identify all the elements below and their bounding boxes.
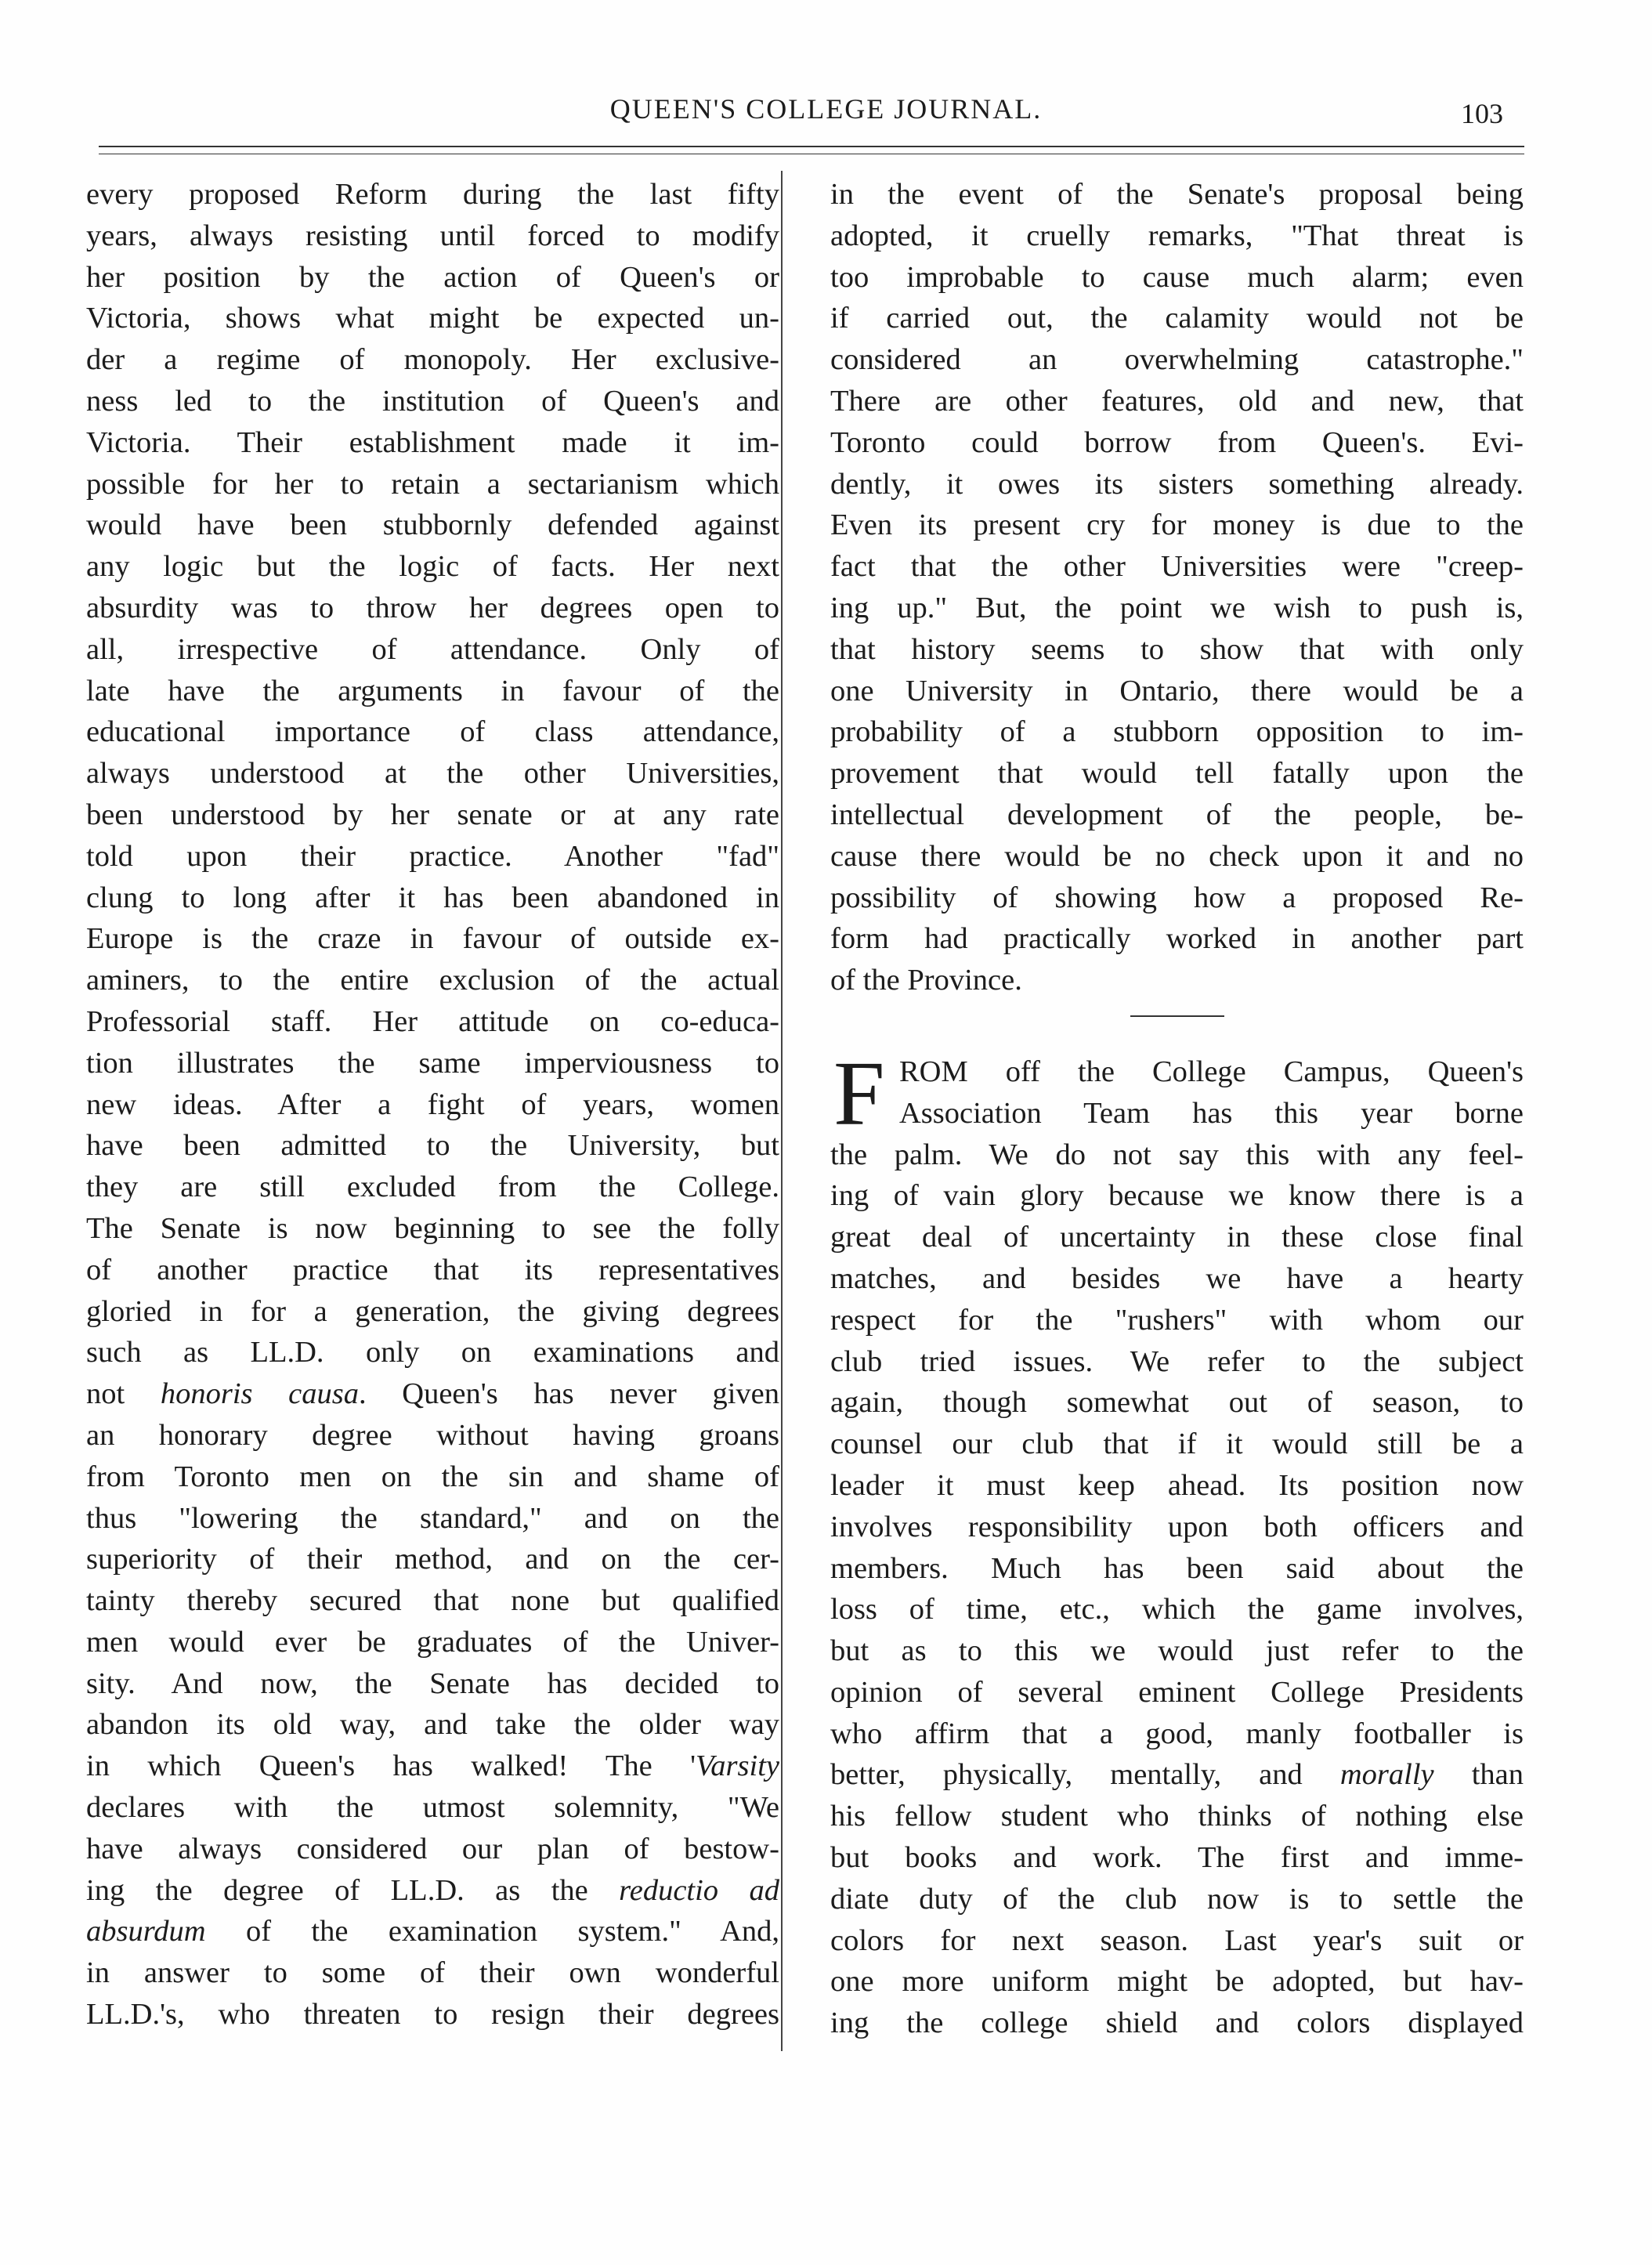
text-line: Even its present cry for money is due to the	[830, 508, 1524, 542]
text-line: an honorary degree without having groans	[86, 1418, 779, 1452]
text-line: tainty thereby secured that none but qualified	[86, 1584, 779, 1618]
text-line: been understood by her senate or at any rate	[86, 798, 779, 831]
column-divider	[781, 171, 783, 2051]
text-line: of the Province.	[830, 964, 1022, 997]
text-line: aminers, to the entire exclusion of the actual	[86, 964, 779, 997]
text-line: new ideas. After a fight of years, women	[86, 1087, 779, 1121]
text-line: his fellow student who thinks of nothing else	[830, 1800, 1524, 1833]
text-line: Victoria. Their establishment made it im-	[86, 425, 779, 459]
text-line: educational importance of class attendance,	[86, 715, 779, 749]
text-line: LL.D.'s, who threaten to resign their degrees	[86, 1998, 779, 2032]
text-line: absurdum of the examination system." And,	[86, 1915, 779, 1948]
text-line: The Senate is now beginning to see the folly	[86, 1211, 779, 1245]
text-line: any logic but the logic of facts. Her next	[86, 550, 779, 584]
text-line: considered an overwhelming catastrophe."	[830, 343, 1524, 377]
text-line: gloried in for a generation, the giving degrees	[86, 1294, 779, 1328]
right-paragraph-1	[830, 174, 1524, 1001]
text-line: ROM off the College Campus, Queen's	[899, 1055, 1524, 1088]
text-line: one University in Ontario, there would be a	[830, 674, 1524, 707]
text-line: opinion of several eminent College Presidents	[830, 1675, 1524, 1709]
text-line: her position by the action of Queen's or	[86, 260, 779, 294]
text-line: provement that would tell fatally upon the	[830, 757, 1524, 791]
text-line: great deal of uncertainty in these close final	[830, 1221, 1524, 1254]
text-line: one more uniform might be adopted, but hav-	[830, 1965, 1524, 1999]
text-line: who affirm that a good, manly footballer is	[830, 1717, 1524, 1750]
journal-title: QUEEN'S COLLEGE JOURNAL.	[609, 93, 1043, 125]
text-line: ing the degree of LL.D. as the reductio ad	[86, 1873, 779, 1907]
text-line: colors for next season. Last year's suit or	[830, 1923, 1524, 1957]
text-line: club tried issues. We refer to the subject	[830, 1344, 1524, 1378]
text-line: possible for her to retain a sectarianism which	[86, 467, 779, 501]
text-line: from Toronto men on the sin and shame of	[86, 1460, 779, 1493]
page-number: 103	[1461, 98, 1503, 129]
right-column	[830, 174, 1524, 2044]
text-line: Victoria, shows what might be expected un-	[86, 302, 779, 335]
text-line: dently, it owes its sisters something already.	[830, 467, 1524, 501]
running-head	[0, 92, 1652, 139]
text-line: abandon its old way, and take the older way	[86, 1708, 779, 1742]
text-line: declares with the utmost solemnity, "We	[86, 1791, 779, 1825]
text-line: ing up." But, the point we wish to push is,	[830, 591, 1524, 624]
section-divider	[1130, 1015, 1224, 1017]
text-line: always understood at the other Universities,	[86, 757, 779, 791]
text-line: men would ever be graduates of the Univer-	[86, 1625, 779, 1659]
text-line: but as to this we would just refer to the	[830, 1634, 1524, 1668]
text-line: Association Team has this year borne	[899, 1096, 1524, 1130]
header-rule	[99, 146, 1524, 147]
text-line: ness led to the institution of Queen's and	[86, 384, 779, 418]
text-line: superiority of their method, and on the cer-	[86, 1543, 779, 1576]
text-line: in answer to some of their own wonderful	[86, 1956, 779, 1990]
text-line: counsel our club that if it would still be a	[830, 1427, 1524, 1461]
text-line: matches, and besides we have a hearty	[830, 1261, 1524, 1295]
text-line: leader it must keep ahead. Its position now	[830, 1468, 1524, 1502]
text-line: the palm. We do not say this with any feel-	[830, 1138, 1524, 1171]
text-line: There are other features, old and new, that	[830, 384, 1524, 418]
text-line: intellectual development of the people, be-	[830, 798, 1524, 831]
text-line: fact that the other Universities were "creep-	[830, 550, 1524, 584]
text-line: Professorial staff. Her attitude on co-educa-	[86, 1004, 779, 1038]
text-line: have been admitted to the University, but	[86, 1129, 779, 1163]
text-line: late have the arguments in favour of the	[86, 674, 779, 707]
text-line: such as LL.D. only on examinations and	[86, 1336, 779, 1369]
text-line: if carried out, the calamity would not be	[830, 302, 1524, 335]
text-line: Europe is the craze in favour of outside ex-	[86, 922, 779, 956]
text-line: probability of a stubborn opposition to im-	[830, 715, 1524, 749]
left-column	[86, 174, 779, 2035]
text-line: der a regime of monopoly. Her exclusive-	[86, 343, 779, 377]
text-line: thus "lowering the standard," and on the	[86, 1501, 779, 1535]
text-line: again, though somewhat out of season, to	[830, 1386, 1524, 1420]
text-line: that history seems to show that with only	[830, 632, 1524, 666]
text-line: too improbable to cause much alarm; even	[830, 260, 1524, 294]
text-line: every proposed Reform during the last fifty	[86, 178, 779, 211]
text-line: would have been stubbornly defended against	[86, 508, 779, 542]
text-line: they are still excluded from the College.	[86, 1170, 779, 1204]
text-line: not honoris causa. Queen's has never given	[86, 1377, 779, 1411]
text-line: told upon their practice. Another "fad"	[86, 839, 779, 873]
text-line: all, irrespective of attendance. Only of	[86, 632, 779, 666]
text-line: have always considered our plan of bestow-	[86, 1832, 779, 1865]
drop-cap: F	[833, 1041, 885, 1145]
text-line: in which Queen's has walked! The 'Varsity	[86, 1749, 779, 1783]
text-line: involves responsibility upon both officers and	[830, 1510, 1524, 1543]
text-line: form had practically worked in another part	[830, 922, 1524, 956]
text-line: ing of vain glory because we know there is a	[830, 1179, 1524, 1213]
text-line: Toronto could borrow from Queen's. Evi-	[830, 425, 1524, 459]
text-line: sity. And now, the Senate has decided to	[86, 1666, 779, 1700]
text-line: ing the college shield and colors displayed	[830, 2006, 1524, 2040]
text-line: years, always resisting until forced to modify	[86, 219, 779, 252]
text-line: members. Much has been said about the	[830, 1551, 1524, 1585]
text-line: of another practice that its representatives	[86, 1253, 779, 1286]
text-line: but books and work. The first and imme-	[830, 1841, 1524, 1875]
text-line: respect for the "rushers" with whom our	[830, 1303, 1524, 1337]
text-line: absurdity was to throw her degrees open to	[86, 591, 779, 624]
right-paragraph-2	[830, 1041, 1524, 2044]
text-line: loss of time, etc., which the game involves,	[830, 1593, 1524, 1626]
text-line: diate duty of the club now is to settle the	[830, 1882, 1524, 1916]
text-line: in the event of the Senate's proposal being	[830, 178, 1524, 211]
text-line: cause there would be no check upon it and no	[830, 839, 1524, 873]
text-line: clung to long after it has been abandoned in	[86, 881, 779, 914]
text-line: tion illustrates the same imperviousness to	[86, 1046, 779, 1080]
text-line: adopted, it cruelly remarks, "That threat is	[830, 219, 1524, 252]
text-line: possibility of showing how a proposed Re-	[830, 881, 1524, 914]
text-line: better, physically, mentally, and morally than	[830, 1758, 1524, 1792]
